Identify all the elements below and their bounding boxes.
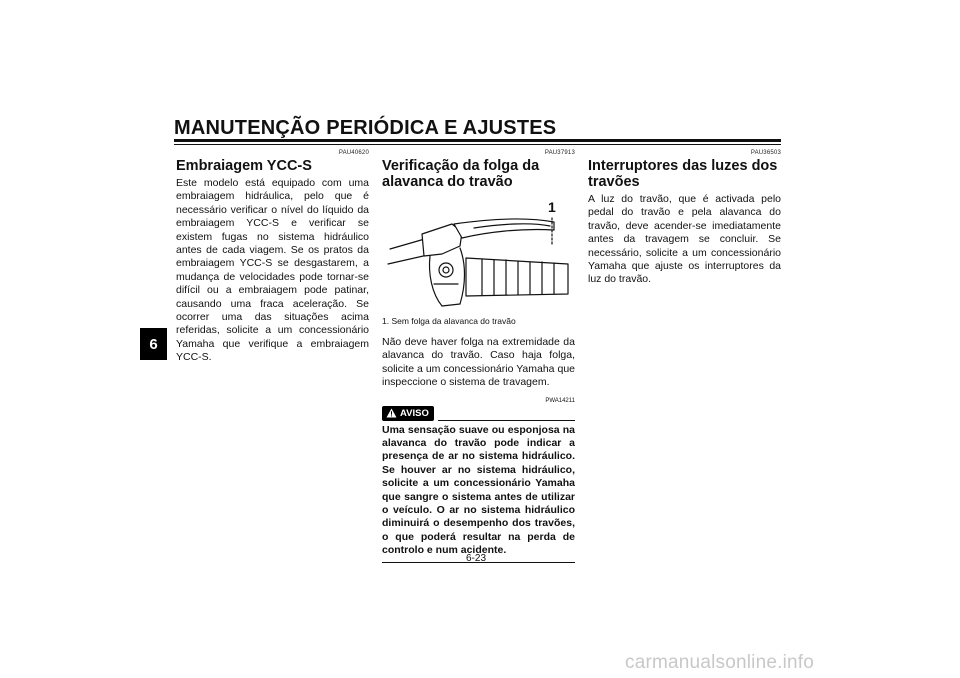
section-title: Interruptores das luzes dos travões (588, 158, 778, 190)
warning-text: Uma sensação suave ou esponjosa na alavanca do travão pode indicar a presença de ar no sistema hidráulico. Se houver ar no sistema hidráulico, solicite a um concessionário Yamaha que sangre o sistema antes de utilizar o veículo. O ar no sistema hidráulico diminuirá o desempenho dos travões, o que poderá resultar na perda de controlo e num acidente. (382, 423, 575, 557)
page-header-title: MANUTENÇÃO PERIÓDICA E AJUSTES (174, 117, 557, 139)
section-code: PAU36503 (750, 150, 781, 156)
header-rule-thin (174, 144, 781, 145)
brake-lever-figure (382, 194, 575, 314)
chapter-tab: 6 (140, 328, 167, 360)
section-title: Embraiagem YCC-S (176, 158, 312, 174)
brake-lever-drawing (382, 194, 575, 314)
section-body: Não deve haver folga na extremidade da alavanca do travão. Caso haja folga, solicite a um concessionário Yamaha que inspeccione o sistema de travagem. (382, 336, 575, 389)
watermark: carmanualsonline.info (625, 652, 815, 673)
section-brake-light-switches (588, 150, 781, 287)
page-number: 6-23 (466, 553, 487, 564)
warning-badge (382, 406, 434, 421)
warning-code: PWA14211 (545, 397, 575, 404)
section-clutch (176, 150, 369, 365)
section-brake-lever (382, 150, 575, 563)
section-code: PAU40620 (338, 150, 369, 156)
section-body: A luz do travão, que é activada pelo pedal do travão e pela alavanca do travão, deve acender-se imediatamente antes da travagem se concluir. Se necessário, solicite a um concessionário Yamaha que ajuste os interruptores da luz do travão. (588, 193, 781, 286)
warning-label: AVISO (400, 407, 429, 419)
warning-rule (438, 420, 575, 421)
section-title: Verificação da folga da alavanca do travão (382, 158, 540, 190)
header-rule (174, 139, 781, 142)
warning-triangle-icon (386, 408, 397, 418)
warning-header (382, 406, 575, 421)
section-body: Este modelo está equipado com uma embraiagem hidráulica, pelo que é necessário verificar o nível do líquido da embraiagem YCC-S e verificar se existem fugas no sistema hidráulico antes de cada viagem. Se os pratos da embraiagem YCC-S se desgastarem, a mudança de velocidades pode tornar-se difícil ou a embraiagem pode patinar, causando uma fraca aceleração. Se ocorrer uma das situações acima referidas, solicite a um concessionário Yamaha que verifique a embraiagem YCC-S. (176, 177, 369, 364)
figure-caption: 1. Sem folga da alavanca do travão (382, 316, 516, 326)
figure-callout-label: 1 (548, 199, 556, 215)
section-code: PAU37913 (544, 150, 575, 156)
